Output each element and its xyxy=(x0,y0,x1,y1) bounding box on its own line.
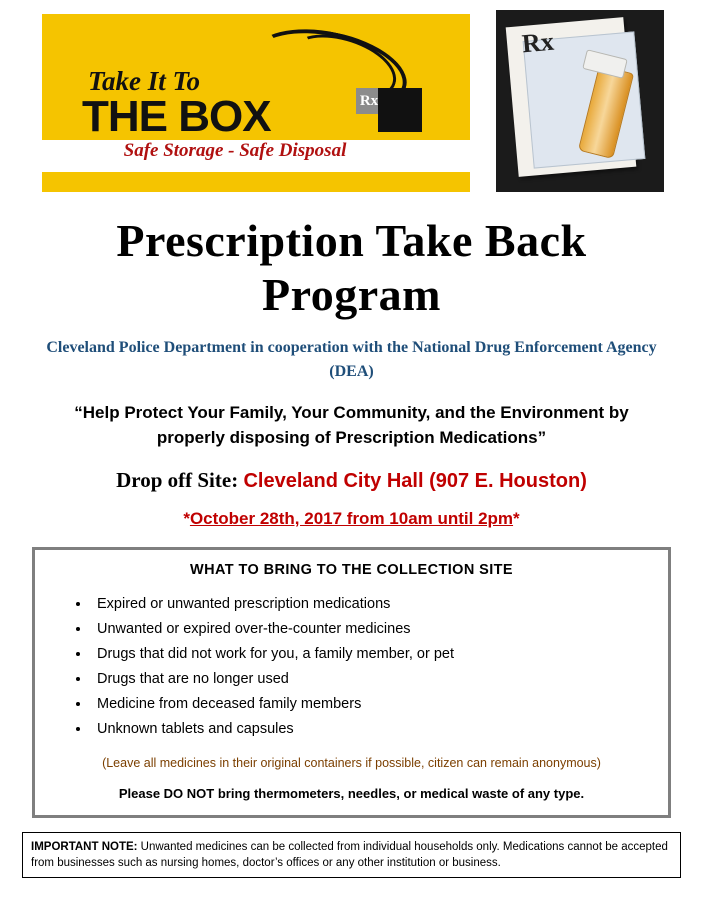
dropoff-label: Drop off Site: xyxy=(116,468,239,492)
quote-text: “Help Protect Your Family, Your Community, and the Environment by properly disposing of Prescription Medications” xyxy=(74,403,629,447)
date-suffix-asterisk: * xyxy=(513,509,520,528)
logo-tagline: Safe Storage - Safe Disposal xyxy=(123,140,347,161)
what-to-bring-box xyxy=(32,547,671,818)
dropoff-site: Cleveland City Hall (907 E. Houston) xyxy=(243,470,587,492)
important-note-box xyxy=(22,832,681,878)
date-time-line xyxy=(20,509,683,529)
important-note-text: Unwanted medicines can be collected from individual households only. Medications cannot be accepted from businesses such as nursing homes, doctor’s offices or any other institution or business. xyxy=(31,841,668,869)
drop-box-icon xyxy=(378,88,422,132)
list-item: • Medicine from deceased family members xyxy=(91,692,658,717)
list-item: • Unknown tablets and capsules xyxy=(91,717,658,742)
important-note-label: IMPORTANT NOTE: xyxy=(31,841,138,853)
list-item: • Unwanted or expired over-the-counter medicines xyxy=(91,617,658,642)
rx-tag-icon: Rx xyxy=(356,88,382,114)
subtitle: Cleveland Police Department in cooperation with the National Drug Enforcement Agency (DEA) xyxy=(46,339,657,380)
header-section xyxy=(0,0,703,200)
what-to-bring-list xyxy=(91,592,658,742)
list-item: • Drugs that are no longer used xyxy=(91,667,658,692)
do-not-bring-note: Please DO NOT bring thermometers, needles, or medical waste of any type. xyxy=(118,786,585,801)
dropoff-line xyxy=(20,468,683,493)
prescription-photo xyxy=(496,10,664,192)
list-item: • Expired or unwanted prescription medications xyxy=(91,592,658,617)
photo-rx-symbol-icon: Rx xyxy=(520,26,555,59)
what-to-bring-title: WHAT TO BRING TO THE COLLECTION SITE xyxy=(190,562,513,578)
logo-line-1: Take It To xyxy=(88,66,201,96)
original-containers-note: (Leave all medicines in their original containers if possible, citizen can remain anonymous) xyxy=(102,756,601,770)
logo-yellow-bar xyxy=(42,172,470,192)
take-it-to-the-box-logo xyxy=(42,14,470,140)
date-prefix-asterisk: * xyxy=(183,509,190,528)
logo-line-2: THE BOX xyxy=(82,92,271,141)
page-title: Prescription Take Back Program xyxy=(116,215,587,320)
date-time-text: October 28th, 2017 from 10am until 2pm xyxy=(189,509,514,528)
list-item: • Drugs that did not work for you, a family member, or pet xyxy=(91,642,658,667)
